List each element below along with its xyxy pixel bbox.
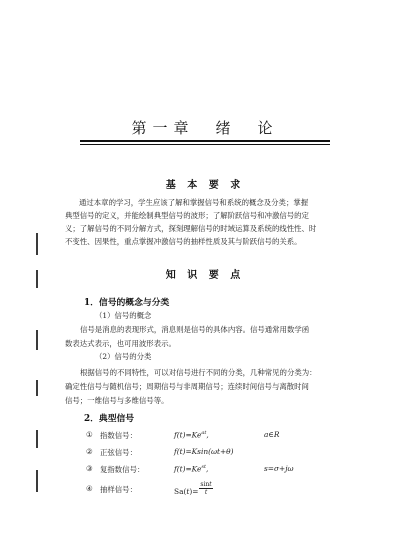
requirements-heading: 基 本 要 求: [165, 180, 245, 191]
requirements-line: 不变性、因果性，重点掌握冲激信号的抽样性质及其与阶跃信号的关系。: [65, 237, 302, 246]
body-line: 数表达式表示，也可用波形表示。: [65, 339, 176, 348]
requirements-line: 典型信号的定义，并能绘制典型信号的波形；了解阶跃信号和冲激信号的定: [65, 211, 309, 220]
signal-row: [86, 430, 386, 444]
section-title: 2．典型信号: [84, 414, 135, 424]
body-line: 根据信号的不同特性，可以对信号进行不同的分类，几种常见的分类为：: [80, 368, 317, 377]
chapter-title: 第一章 绪 论: [131, 119, 279, 137]
requirements-line: 通过本章的学习，学生应该了解和掌握信号和系统的概念及分类；掌握: [79, 198, 309, 207]
signal-row: [86, 481, 386, 501]
signal-formula: $f(t)=Ke^{st}$,: [174, 464, 209, 474]
signal-condition: a∈R: [264, 430, 280, 439]
signal-number: ④: [86, 484, 93, 493]
subsection-title: （1）信号的概念: [95, 311, 152, 320]
title-rule-thick: [80, 140, 330, 142]
margin-mark: [36, 380, 38, 396]
section-title: 1．信号的概念与分类: [84, 298, 170, 308]
signal-name: 正弦信号：: [100, 448, 137, 457]
signal-row: [86, 464, 386, 478]
title-rule-thin: [80, 144, 330, 145]
margin-mark: [36, 470, 38, 492]
signal-condition: s=σ+jω: [264, 464, 294, 473]
margin-mark: [36, 233, 38, 255]
signal-number: ③: [86, 464, 93, 473]
body-line: 信号是消息的表现形式，消息则是信号的具体内容。信号通常用数学函: [80, 325, 310, 334]
signal-formula: $f(t)=Ke^{at}$,: [174, 430, 209, 440]
margin-mark: [36, 430, 38, 448]
knowledge-heading: 知 识 要 点: [165, 270, 245, 281]
body-line: 确定性信号与随机信号；周期信号与非周期信号；连续时间信号与离散时间: [65, 382, 309, 391]
margin-mark: [36, 330, 38, 350]
requirements-paragraph: [65, 196, 365, 248]
signal-number: ②: [86, 447, 93, 456]
signal-name: 抽样信号：: [100, 485, 137, 494]
subsection-title: （2）信号的分类: [95, 352, 152, 361]
signal-row: [86, 447, 386, 461]
signal-formula: Sa(t)= $\frac{\sin t}{t}$: [174, 481, 212, 496]
signal-name: 复指数信号：: [100, 465, 145, 474]
signal-name: 指数信号：: [100, 431, 137, 440]
signal-formula: f(t)=Ksin(ωt+θ): [174, 447, 234, 456]
requirements-line: 义；了解信号的不同分解方式，探刻理解信号的时域运算及系统的线性性、时: [65, 224, 317, 233]
body-line: 信号；一维信号与多维信号等。: [65, 396, 169, 405]
signal-number: ①: [86, 430, 93, 439]
